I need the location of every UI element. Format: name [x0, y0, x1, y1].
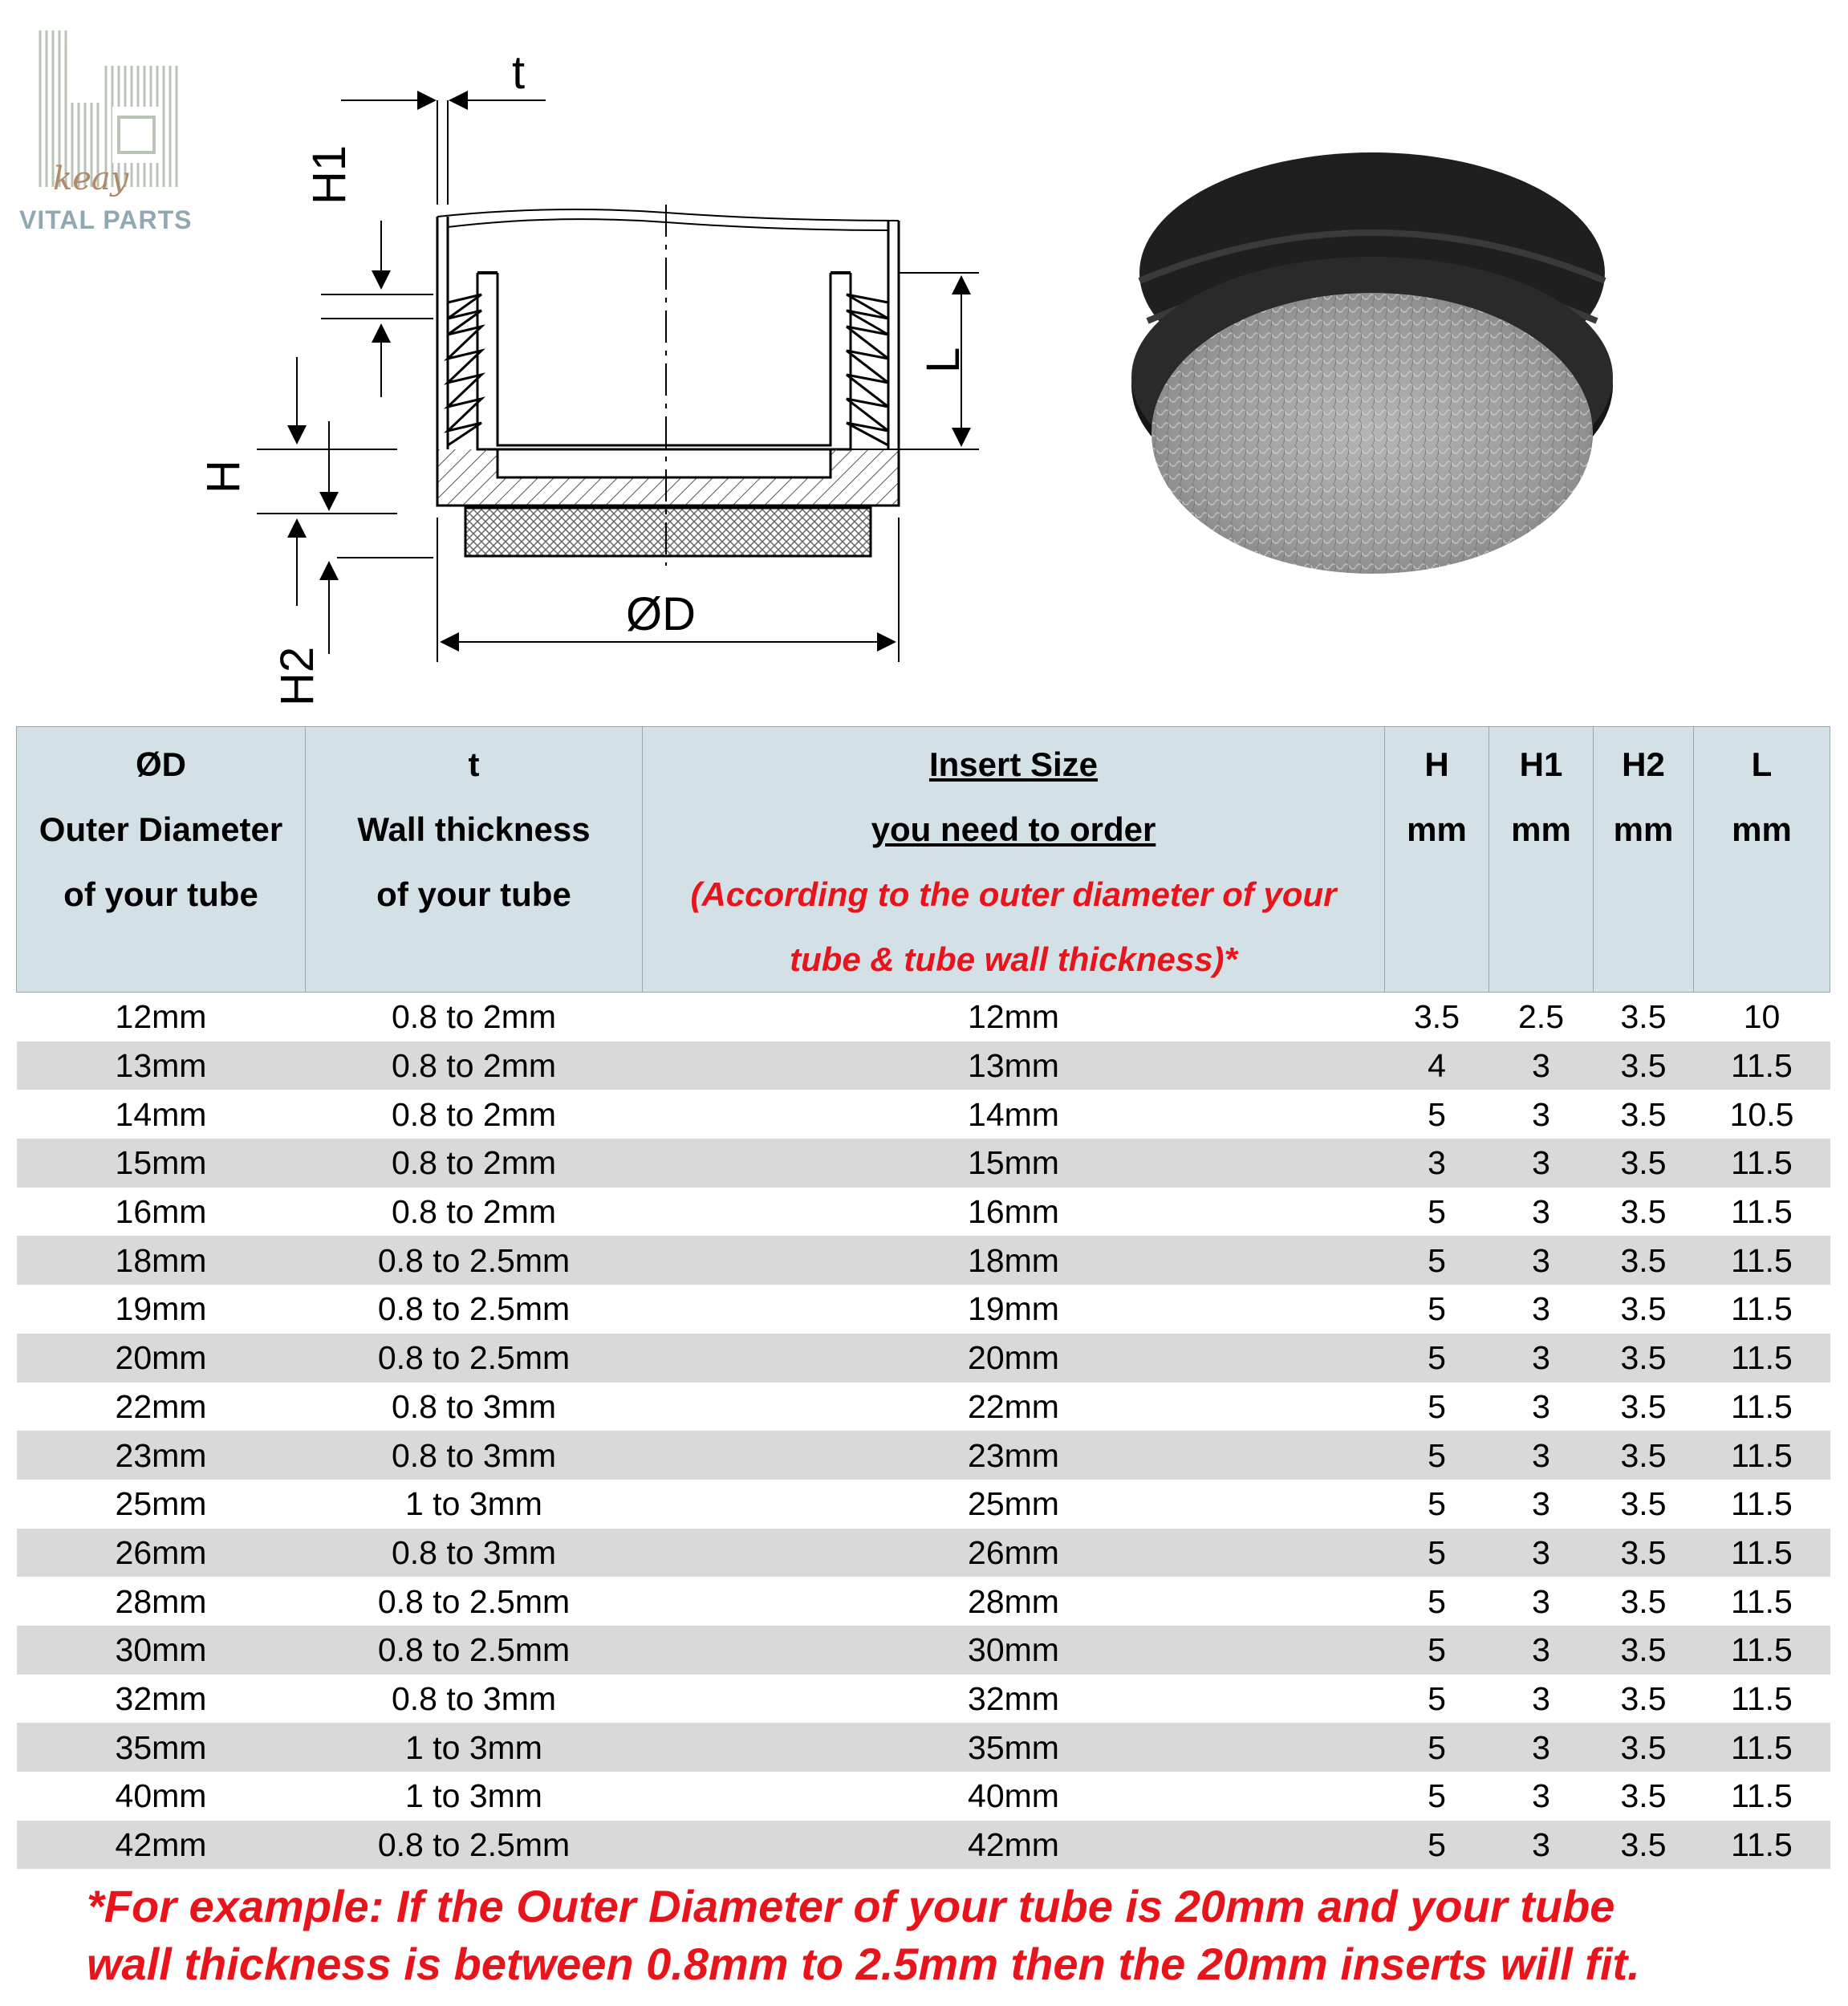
cell-h1: 3: [1532, 1290, 1550, 1328]
cell-h: 5: [1428, 1679, 1446, 1717]
cell-t: 0.8 to 2.5mm: [306, 1821, 643, 1870]
cell-t: 0.8 to 3mm: [306, 1431, 643, 1480]
cell-l: 11.5: [1731, 1582, 1793, 1620]
header-l: L mm: [1694, 727, 1830, 993]
cell-h1: 3: [1489, 1626, 1594, 1675]
cell-h1: 2.5: [1518, 998, 1564, 1036]
cell-insert: 32mm: [968, 1679, 1059, 1717]
cell-d: 23mm: [17, 1431, 306, 1480]
header-h1: H1 mm: [1489, 727, 1594, 993]
cell-h2: 3.5: [1594, 1529, 1694, 1578]
cell-insert: 13mm: [643, 1042, 1385, 1090]
cell-h1: 3: [1489, 1042, 1594, 1090]
header-h2: H2 mm: [1594, 727, 1694, 993]
cell-insert: 15mm: [643, 1139, 1385, 1188]
cell-h1: 3: [1489, 1431, 1594, 1480]
cell-h: 5: [1428, 1777, 1446, 1815]
cell-h2: 3.5: [1620, 1485, 1667, 1523]
technical-drawing: [193, 44, 979, 726]
cell-t: 0.8 to 3mm: [391, 1387, 557, 1425]
cell-t: 0.8 to 3mm: [306, 1529, 643, 1578]
cell-insert: 35mm: [643, 1723, 1385, 1772]
cell-h2: 3.5: [1620, 998, 1667, 1036]
cell-h2: 3.5: [1594, 1236, 1694, 1285]
cell-h: 5: [1428, 1387, 1446, 1425]
cell-l: 11.5: [1694, 1139, 1830, 1188]
cell-insert: 28mm: [968, 1582, 1059, 1620]
cell-h1: 3: [1489, 1139, 1594, 1188]
cell-t: 0.8 to 2.5mm: [377, 1582, 571, 1620]
cell-h1: 3: [1489, 1529, 1594, 1578]
cell-l: 11.5: [1731, 1193, 1793, 1231]
cell-h1: 3: [1489, 1821, 1594, 1870]
cell-h: 5: [1385, 1236, 1489, 1285]
table-row: [17, 1188, 1830, 1236]
cell-h: 5: [1385, 1529, 1489, 1578]
table-row: [17, 1285, 1830, 1334]
table-row: [17, 1675, 1830, 1724]
cell-h2: 3.5: [1620, 1777, 1667, 1815]
table-row: [17, 1236, 1830, 1285]
label-l: L: [917, 347, 969, 373]
cell-h2: 3.5: [1620, 1582, 1667, 1620]
cell-d: 15mm: [17, 1139, 306, 1188]
table-row: [17, 1139, 1830, 1188]
cell-h1: 3: [1532, 1095, 1550, 1133]
table-row: [17, 1042, 1830, 1090]
cell-l: 11.5: [1694, 1236, 1830, 1285]
cell-l: 11.5: [1731, 1485, 1793, 1523]
cell-d: 19mm: [115, 1290, 207, 1328]
label-h1: H1: [303, 144, 355, 205]
cell-t: 0.8 to 2.5mm: [306, 1236, 643, 1285]
cell-h: 3: [1385, 1139, 1489, 1188]
cell-l: 11.5: [1694, 1723, 1830, 1772]
cell-d: 16mm: [115, 1193, 207, 1231]
cell-h2: 3.5: [1620, 1095, 1667, 1133]
cell-t: 1 to 3mm: [405, 1485, 542, 1523]
cell-d: 12mm: [115, 998, 207, 1036]
cell-h2: 3.5: [1594, 1626, 1694, 1675]
cell-t: 0.8 to 2mm: [306, 1042, 643, 1090]
cell-l: 10: [1743, 998, 1781, 1036]
cell-l: 11.5: [1731, 1387, 1793, 1425]
table-row: [17, 1723, 1830, 1772]
cell-t: 0.8 to 2mm: [391, 998, 557, 1036]
table-row: [17, 1090, 1830, 1139]
cell-t: 0.8 to 2.5mm: [377, 1290, 571, 1328]
cell-h: 3.5: [1414, 998, 1460, 1036]
header-insert-size: Insert Size you need to order (According to the outer diameter of your tube & tube wall thickness)*: [643, 727, 1385, 993]
cell-t: 0.8 to 2mm: [391, 1193, 557, 1231]
cell-h: 5: [1385, 1626, 1489, 1675]
cell-d: 32mm: [115, 1679, 207, 1717]
cell-h: 5: [1385, 1334, 1489, 1383]
cell-d: 30mm: [17, 1626, 306, 1675]
spec-table: [16, 726, 1830, 1869]
table-header-row: [17, 727, 1830, 993]
cell-d: 25mm: [115, 1485, 207, 1523]
table-row: [17, 1577, 1830, 1626]
cell-h2: 3.5: [1620, 1679, 1667, 1717]
cell-l: 11.5: [1731, 1679, 1793, 1717]
cell-t: 1 to 3mm: [405, 1777, 542, 1815]
footnote: [87, 1878, 1812, 1993]
cell-insert: 30mm: [643, 1626, 1385, 1675]
cell-h1: 3: [1532, 1193, 1550, 1231]
cell-h2: 3.5: [1594, 1723, 1694, 1772]
cell-insert: 26mm: [643, 1529, 1385, 1578]
cell-h1: 3: [1532, 1582, 1550, 1620]
cell-d: 42mm: [17, 1821, 306, 1870]
cell-insert: 19mm: [968, 1290, 1059, 1328]
table-row: [17, 1529, 1830, 1578]
cell-h2: 3.5: [1620, 1387, 1667, 1425]
cell-insert: 20mm: [643, 1334, 1385, 1383]
header-diameter: ØD Outer Diameter of your tube: [17, 727, 306, 993]
cell-d: 26mm: [17, 1529, 306, 1578]
cell-t: 1 to 3mm: [306, 1723, 643, 1772]
cell-h1: 3: [1489, 1723, 1594, 1772]
label-t: t: [512, 47, 526, 99]
cell-d: 18mm: [17, 1236, 306, 1285]
cell-t: 0.8 to 2.5mm: [306, 1626, 643, 1675]
cell-l: 11.5: [1731, 1777, 1793, 1815]
footnote-line1: *For example: If the Outer Diameter of your tube is 20mm and your tube: [87, 1881, 1615, 1931]
cell-insert: 23mm: [643, 1431, 1385, 1480]
header-h: H mm: [1385, 727, 1489, 993]
cell-h2: 3.5: [1594, 1139, 1694, 1188]
cell-h1: 3: [1489, 1236, 1594, 1285]
cell-l: 11.5: [1694, 1529, 1830, 1578]
header-wall-thickness: t Wall thickness of your tube: [306, 727, 643, 993]
footnote-line2: wall thickness is between 0.8mm to 2.5mm then the 20mm inserts will fit.: [87, 1939, 1640, 1989]
cell-insert: 16mm: [968, 1193, 1059, 1231]
table-row: [17, 1431, 1830, 1480]
table-row: [17, 993, 1830, 1042]
label-d: ØD: [626, 588, 696, 640]
cell-d: 40mm: [115, 1777, 207, 1815]
cell-h1: 3: [1532, 1387, 1550, 1425]
cell-h2: 3.5: [1594, 1042, 1694, 1090]
cell-h: 5: [1385, 1723, 1489, 1772]
cell-h2: 3.5: [1620, 1290, 1667, 1328]
cell-insert: 14mm: [968, 1095, 1059, 1133]
logo-brand-text: VITAL PARTS: [19, 205, 193, 234]
cell-h: 5: [1428, 1485, 1446, 1523]
cell-t: 0.8 to 2mm: [306, 1139, 643, 1188]
cell-insert: 40mm: [968, 1777, 1059, 1815]
cell-l: 11.5: [1731, 1290, 1793, 1328]
cell-t: 0.8 to 2.5mm: [306, 1334, 643, 1383]
cell-t: 0.8 to 2mm: [391, 1095, 557, 1133]
cell-h: 5: [1428, 1193, 1446, 1231]
cell-d: 13mm: [17, 1042, 306, 1090]
cell-h: 5: [1428, 1095, 1446, 1133]
cell-h2: 3.5: [1594, 1334, 1694, 1383]
cell-d: 35mm: [17, 1723, 306, 1772]
cell-d: 22mm: [115, 1387, 207, 1425]
cell-l: 11.5: [1694, 1042, 1830, 1090]
cell-d: 20mm: [17, 1334, 306, 1383]
cell-h: 5: [1385, 1821, 1489, 1870]
cell-h2: 3.5: [1594, 1431, 1694, 1480]
cell-insert: 22mm: [968, 1387, 1059, 1425]
label-h: H: [197, 460, 250, 493]
cell-h: 4: [1385, 1042, 1489, 1090]
felt-insert-photo: [1099, 136, 1645, 618]
logo-keay-text: keay: [53, 160, 129, 197]
cell-insert: 42mm: [643, 1821, 1385, 1870]
table-row: [17, 1772, 1830, 1821]
table-row: [17, 1480, 1830, 1529]
table-row: [17, 1626, 1830, 1675]
cell-h2: 3.5: [1620, 1193, 1667, 1231]
cell-l: 11.5: [1694, 1626, 1830, 1675]
cell-insert: 12mm: [968, 998, 1059, 1036]
cell-h1: 3: [1532, 1679, 1550, 1717]
cell-h: 5: [1428, 1290, 1446, 1328]
cell-h: 5: [1428, 1582, 1446, 1620]
cell-t: 0.8 to 3mm: [391, 1679, 557, 1717]
table-row: [17, 1383, 1830, 1431]
cell-insert: 25mm: [968, 1485, 1059, 1523]
cell-d: 28mm: [115, 1582, 207, 1620]
cell-l: 11.5: [1694, 1431, 1830, 1480]
cell-l: 11.5: [1694, 1334, 1830, 1383]
table-row: [17, 1821, 1830, 1870]
table-row: [17, 1334, 1830, 1383]
label-h2: H2: [271, 646, 323, 706]
cell-l: 10.5: [1729, 1095, 1794, 1133]
cell-d: 14mm: [115, 1095, 207, 1133]
cell-h: 5: [1385, 1431, 1489, 1480]
cell-h2: 3.5: [1594, 1821, 1694, 1870]
cell-h1: 3: [1532, 1777, 1550, 1815]
cell-l: 11.5: [1694, 1821, 1830, 1870]
cell-h1: 3: [1532, 1485, 1550, 1523]
cell-h1: 3: [1489, 1334, 1594, 1383]
cell-insert: 18mm: [643, 1236, 1385, 1285]
